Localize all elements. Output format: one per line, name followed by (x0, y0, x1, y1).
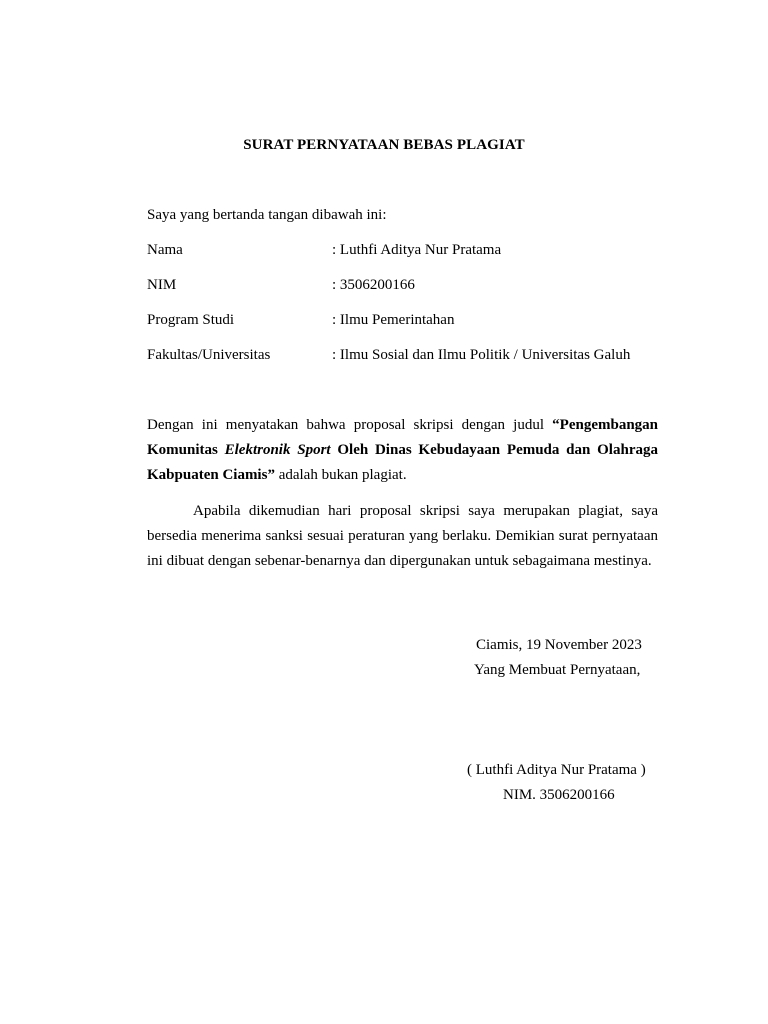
field-row-nim (147, 277, 667, 297)
field-row-fakultas (147, 347, 667, 367)
signature-name: ( Luthfi Aditya Nur Pratama ) (467, 762, 646, 778)
intro-text: Saya yang bertanda tangan dibawah ini: (147, 207, 387, 223)
declaration-paragraph: Apabila dikemudian hari proposal skripsi saya merupakan plagiat, saya bersedia menerima sanksi sesuai peraturan yang berlaku. Demikian surat pernyataan ini dibuat dengan sebenar-benarnya dan dipergunakan untuk sebagaimana mestinya. (147, 503, 658, 569)
signature-place-date: Ciamis, 19 November 2023 (476, 637, 642, 653)
field-label: Nama (147, 242, 183, 258)
statement-paragraph (147, 413, 658, 488)
signature-role: Yang Membuat Pernyataan, (474, 662, 641, 678)
document-title: SURAT PERNYATAAN BEBAS PLAGIAT (243, 137, 525, 153)
field-value: : Luthfi Aditya Nur Pratama (332, 242, 502, 258)
statement-lead: Dengan ini menyatakan bahwa proposal skripsi dengan judul (147, 417, 553, 433)
field-row-nama (147, 242, 667, 262)
field-row-program-studi (147, 312, 667, 332)
field-label: Fakultas/Universitas (147, 347, 271, 363)
proposal-title-italic: Elektronik Sport (224, 442, 331, 458)
field-value: : Ilmu Pemerintahan (332, 312, 455, 328)
proposal-title-part2: Oleh Dinas Kebudayaan Pemuda dan Olahraga Kabpuaten Ciamis” (147, 442, 658, 483)
field-value: : 3506200166 (332, 277, 415, 293)
signature-nim: NIM. 3506200166 (503, 787, 615, 803)
field-label: NIM (147, 277, 177, 293)
statement-tail: adalah bukan plagiat. (274, 467, 407, 483)
field-label: Program Studi (147, 312, 235, 328)
field-value: : Ilmu Sosial dan Ilmu Politik / Universitas Galuh (332, 347, 631, 363)
proposal-title-part1: “Pengembangan Komunitas (147, 417, 658, 458)
